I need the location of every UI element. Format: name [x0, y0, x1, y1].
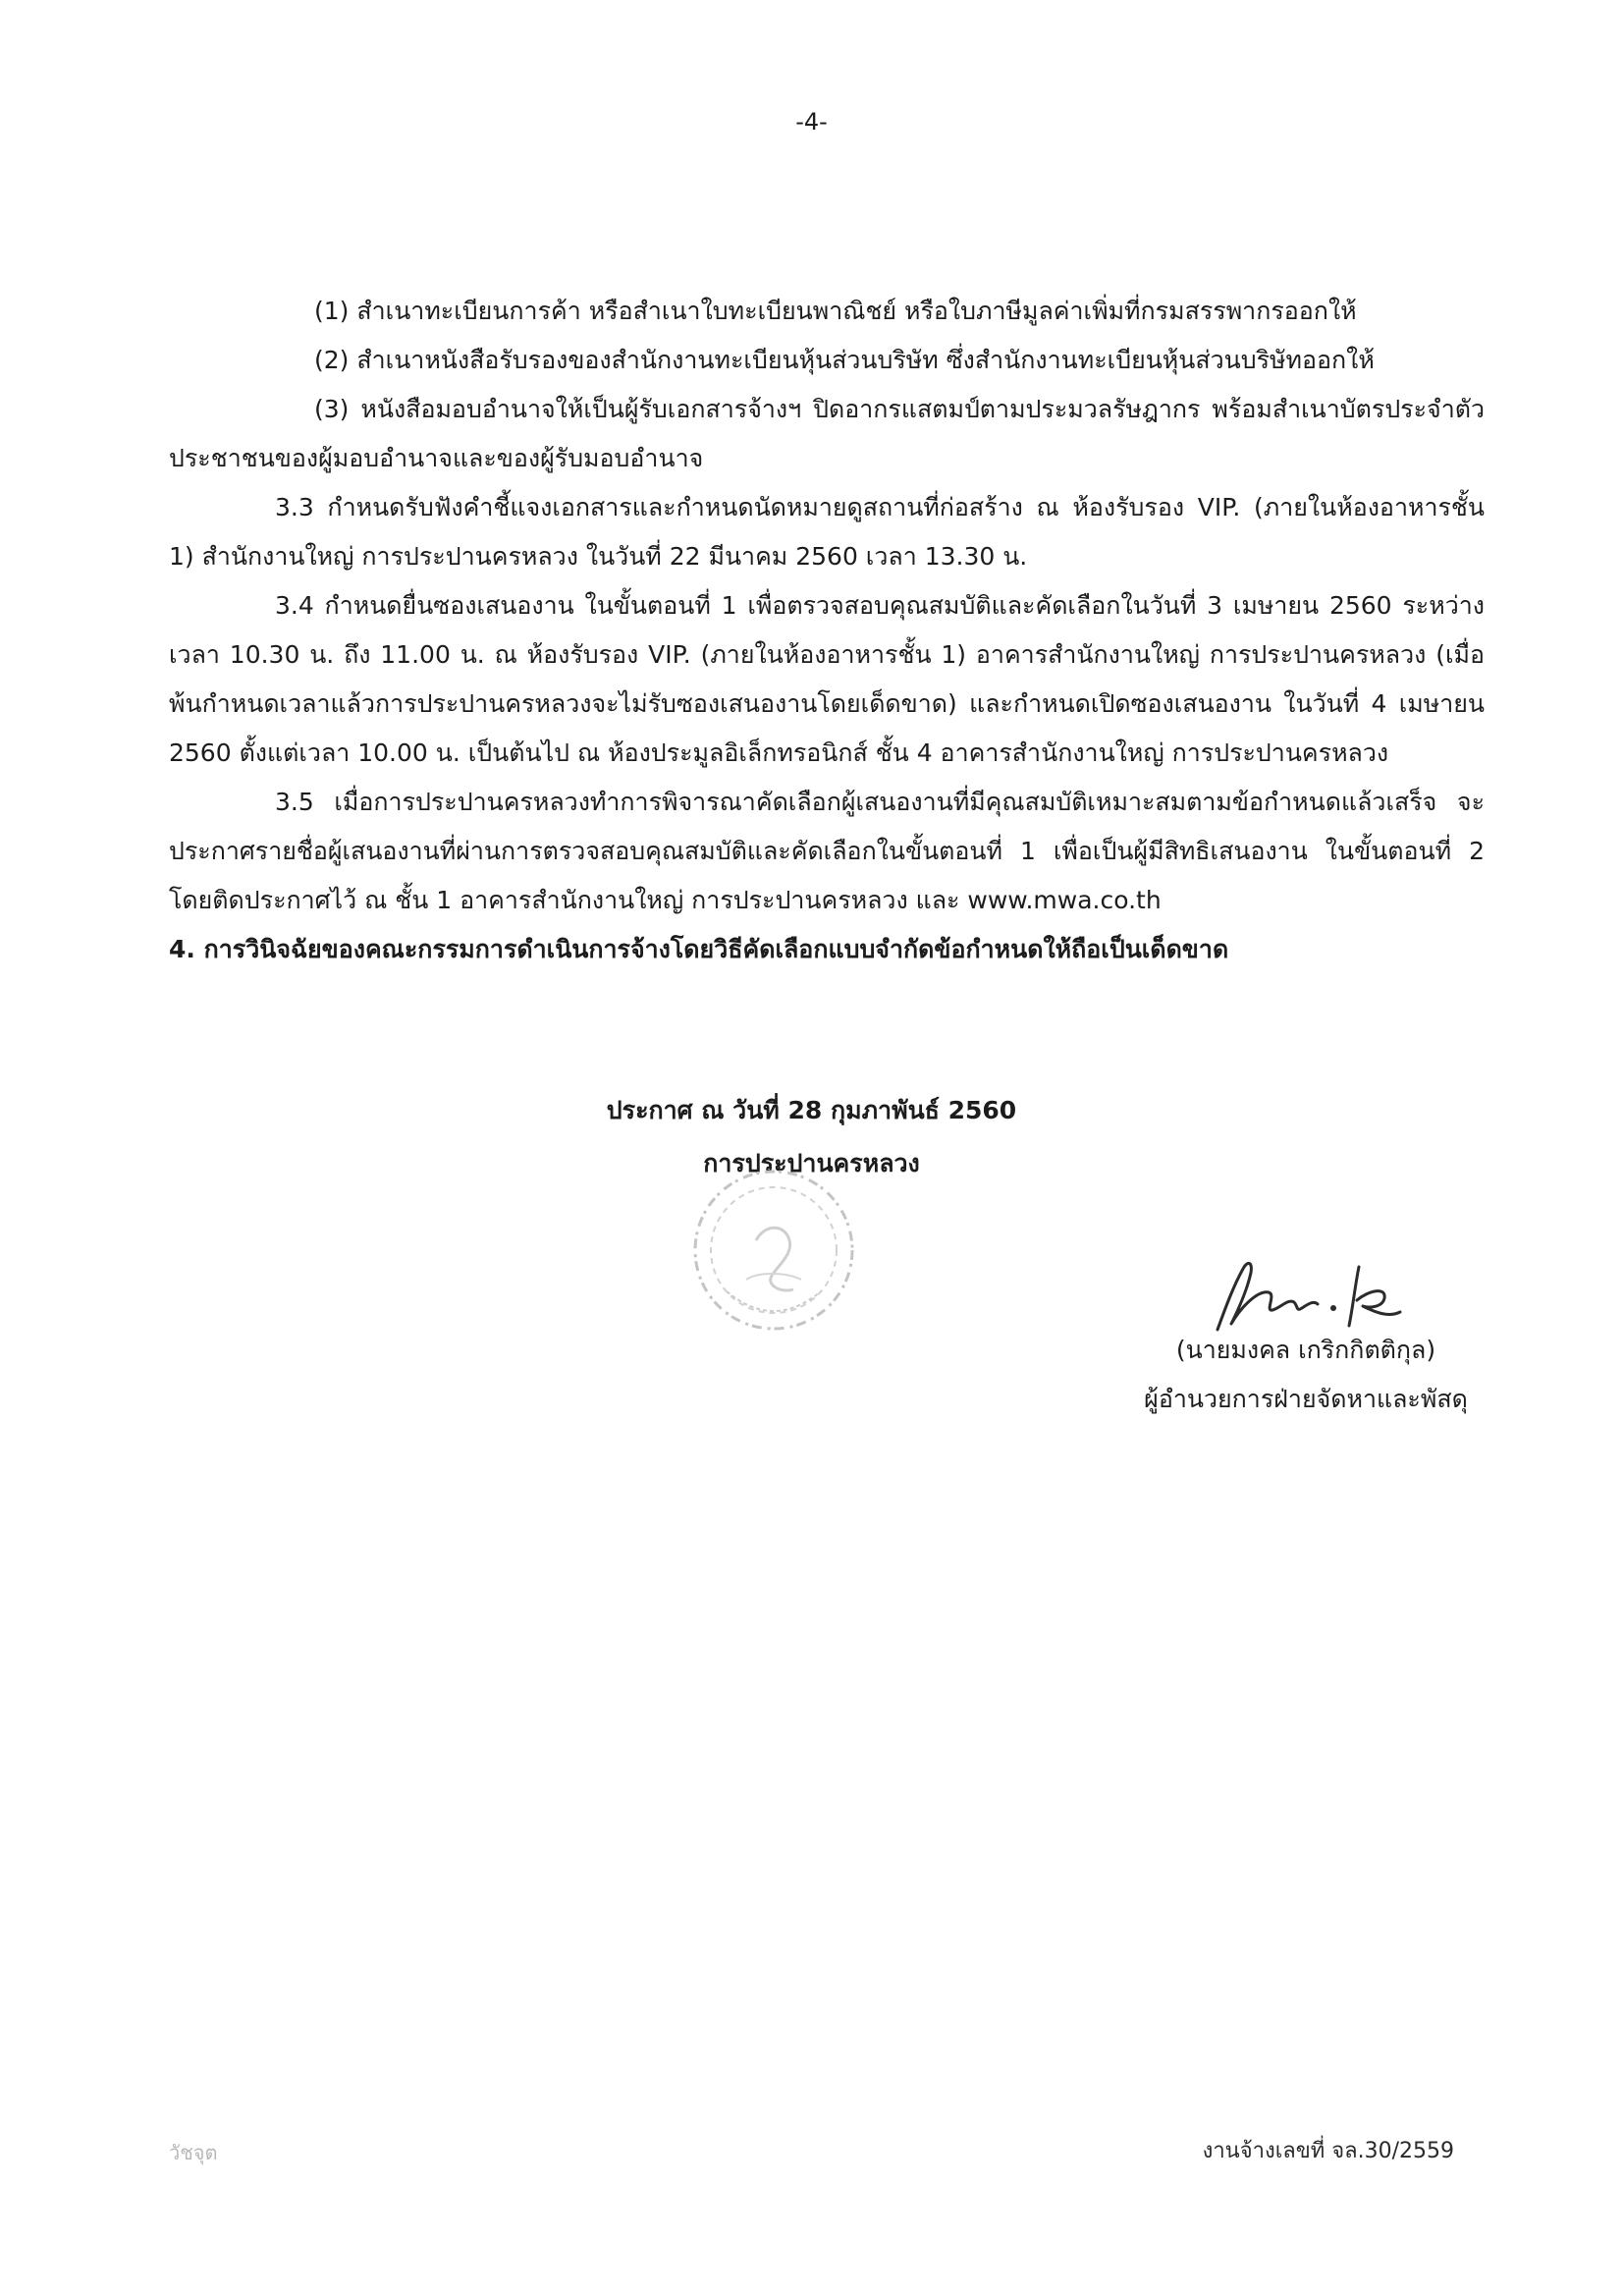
list-item-3: (3) หนังสือมอบอำนาจให้เป็นผู้รับเอกสารจ้างฯ ปิดอากรแสตมป์ตามประมวลรัษฎากร พร้อมสำเนาบัตรประจำตัวประชาชนของผู้มอบอำนาจและของผู้รับมอบอำนาจ	[169, 395, 1485, 472]
official-seal-stamp	[687, 1164, 860, 1337]
section-3-3: 3.3 กำหนดรับฟังคำชี้แจงเอกสารและกำหนดนัดหมายดูสถานที่ก่อสร้าง ณ ห้องรับรอง VIP. (ภายในห้องอาหารชั้น 1) สำนักงานใหญ่ การประปานครหลวง ในวันที่ 22 มีนาคม 2560 เวลา 13.30 น.	[169, 493, 1485, 571]
announcement-date: ประกาศ ณ วันที่ 28 กุมภาพันธ์ 2560	[606, 1096, 1017, 1124]
list-item-1: (1) สำเนาทะเบียนการค้า หรือสำเนาใบทะเบียนพาณิชย์ หรือใบภาษีมูลค่าเพิ่มที่กรมสรรพากรออกให้	[314, 297, 1357, 325]
announcement-org: การประปานครหลวง	[703, 1149, 920, 1177]
document-body	[169, 287, 1485, 974]
contract-number: งานจ้างเลขที่ จล.30/2559	[1202, 2139, 1454, 2163]
page-number: -4-	[795, 108, 828, 136]
list-item-2: (2) สำเนาหนังสือรับรองของสำนักงานทะเบียนหุ้นส่วนบริษัท ซึ่งสำนักงานทะเบียนหุ้นส่วนบริษัทออกให้	[314, 346, 1375, 374]
signature-mark	[1200, 1247, 1414, 1338]
section-3-4: 3.4 กำหนดยื่นซองเสนองาน ในขั้นตอนที่ 1 เพื่อตรวจสอบคุณสมบัติและคัดเลือกในวันที่ 3 เมษายน 2560 ระหว่างเวลา 10.30 น. ถึง 11.00 น. ณ ห้องรับรอง VIP. (ภายในห้องอาหารชั้น 1) อาคารสำนักงานใหญ่ การประปานครหลวง (เมื่อพ้นกำหนดเวลาแล้วการประปานครหลวงจะไม่รับซองเสนองานโดยเด็ดขาด) และกำหนดเปิดซองเสนองาน ในวันที่ 4 เมษายน 2560 ตั้งแต่เวลา 10.00 น. เป็นต้นไป ณ ห้องประมูลอิเล็กทรอนิกส์ ชั้น 4 อาคารสำนักงานใหญ่ การประปานครหลวง	[169, 591, 1485, 767]
signer-name: (นายมงคล เกริกกิตติกุล)	[1175, 1336, 1436, 1364]
section-3-5: 3.5 เมื่อการประปานครหลวงทำการพิจารณาคัดเลือกผู้เสนองานที่มีคุณสมบัติเหมาะสมตามข้อกำหนดแล้วเสร็จ จะประกาศรายชื่อผู้เสนองานที่ผ่านการตรวจสอบคุณสมบัติและคัดเลือกในขั้นตอนที่ 1 เพื่อเป็นผู้มีสิทธิเสนองาน ในขั้นตอนที่ 2 โดยติดประกาศไว้ ณ ชั้น 1 อาคารสำนักงานใหญ่ การประปานครหลวง และ www.mwa.co.th	[169, 788, 1485, 914]
signer-title: ผู้อำนวยการฝ่ายจัดหาและพัสดุ	[1144, 1385, 1468, 1413]
footer-note: วัชจุต	[169, 2141, 218, 2164]
section-4-heading: 4. การวินิจฉัยของคณะกรรมการดำเนินการจ้างโดยวิธีคัดเลือกแบบจำกัดข้อกำหนดให้ถือเป็นเด็ดขาด	[169, 935, 1229, 963]
